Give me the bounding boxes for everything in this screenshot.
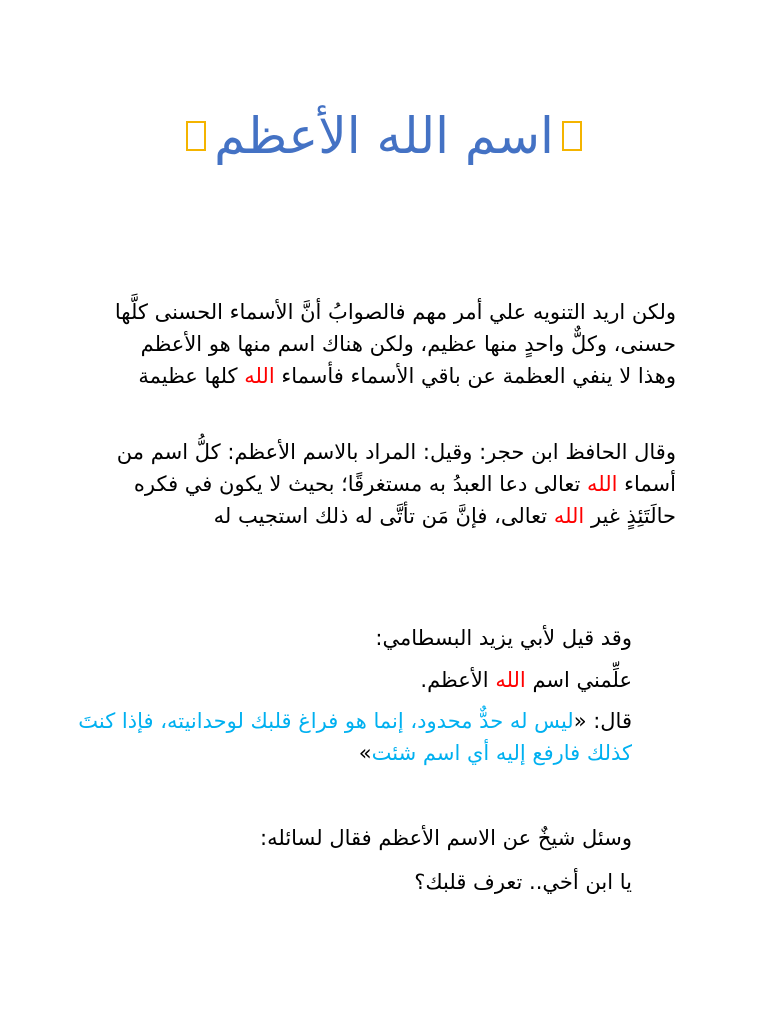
paragraph-text: كلها عظيمة — [138, 364, 245, 388]
quote-prefix: قال: « — [573, 709, 632, 733]
quote-text: ليس له حدٌّ محدود، إنما هو فراغ قلبك لوحدانيته، فإذا كنتَ كذلك فارفع إليه أي اسم شئت — [78, 709, 632, 765]
paragraph-text: وسئل شيخٌ عن الاسم الأعظم فقال لسائله: — [260, 826, 632, 850]
paragraph-ibn-hajar — [96, 436, 676, 532]
placeholder-box-icon — [186, 121, 206, 151]
paragraph-text: وقد قيل لأبي يزيد البسطامي: — [375, 626, 632, 650]
paragraph-teach-me — [92, 664, 632, 696]
paragraph-sheikh-question — [92, 822, 632, 854]
paragraph-text: تعالى دعا العبدُ به مستغرقًا؛ بحيث لا يكون في فكره حالَتَئِذٍ غير — [133, 472, 676, 528]
placeholder-box-icon — [562, 121, 582, 151]
quote-suffix: » — [358, 741, 372, 765]
highlight-allah: الله — [244, 364, 275, 388]
paragraph-text: تعالى، فإنَّ مَن تأتَّى له ذلك استجيب له — [213, 504, 554, 528]
paragraph-bistami-question — [92, 622, 632, 654]
paragraph-text: وقال الحافظ ابن حجر: وقيل: المراد بالاسم الأعظم: كلُّ اسم من أسماء — [116, 440, 676, 496]
highlight-allah: الله — [495, 668, 526, 692]
paragraph-text: ولكن اريد التنويه علي أمر مهم فالصوابُ أنَّ الأسماء الحسنى كلَّها حسنى، وكلٌّ واحدٍ منها عظيم، ولكن هناك اسم منها هو الأعظم وهذا لا ينفي العظمة عن باقي الأسماء فأسماء — [114, 300, 676, 388]
paragraph-sheikh-answer — [92, 866, 632, 898]
paragraph-bistami-answer — [72, 705, 632, 769]
paragraph-text: يا ابن أخي.. تعرف قلبك؟ — [414, 870, 632, 894]
paragraph-names-of-allah — [96, 296, 676, 392]
page-title-text: اسم الله الأعظم — [214, 107, 554, 165]
page-title — [0, 96, 768, 176]
highlight-allah: الله — [553, 504, 585, 528]
paragraph-text: علِّمني اسم — [525, 668, 632, 692]
paragraph-text: الأعظم. — [420, 668, 496, 692]
highlight-allah: الله — [587, 472, 618, 496]
